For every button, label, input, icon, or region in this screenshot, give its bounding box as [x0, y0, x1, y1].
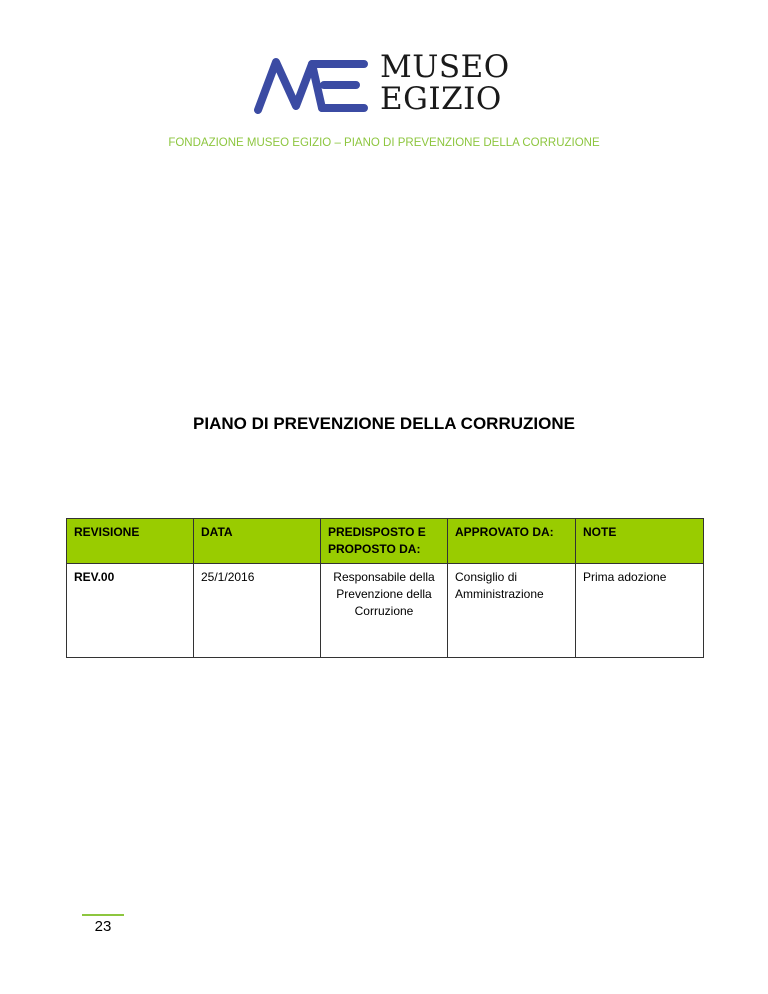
- table-row: [67, 564, 704, 658]
- column-header-approvato: APPROVATO DA:: [448, 519, 576, 564]
- document-title: PIANO DI PREVENZIONE DELLA CORRUZIONE: [193, 414, 575, 433]
- cell-predisposto: Responsabile della Prevenzione della Corruzione: [321, 564, 448, 658]
- museo-egizio-logo: [252, 49, 522, 118]
- column-header-data: DATA: [194, 519, 321, 564]
- running-header: FONDAZIONE MUSEO EGIZIO – PIANO DI PREVENZIONE DELLA CORRUZIONE: [168, 137, 600, 149]
- logo-line-2: EGIZIO: [380, 81, 502, 117]
- me-logo-mark-icon: [252, 54, 370, 116]
- revision-table: [66, 518, 704, 658]
- column-header-note: NOTE: [576, 519, 704, 564]
- column-header-predisposto: PREDISPOSTO E PROPOSTO DA:: [321, 519, 448, 564]
- cell-approvato: Consiglio di Amministrazione: [448, 564, 576, 658]
- cell-revisione: REV.00: [67, 564, 194, 658]
- cell-note: Prima adozione: [576, 564, 704, 658]
- page-number: 23: [82, 914, 124, 935]
- table-header-row: [67, 519, 704, 564]
- logo-wordmark: [380, 49, 510, 117]
- logo-line-1: MUSEO: [380, 49, 510, 85]
- cell-data: 25/1/2016: [194, 564, 321, 658]
- column-header-revisione: REVISIONE: [67, 519, 194, 564]
